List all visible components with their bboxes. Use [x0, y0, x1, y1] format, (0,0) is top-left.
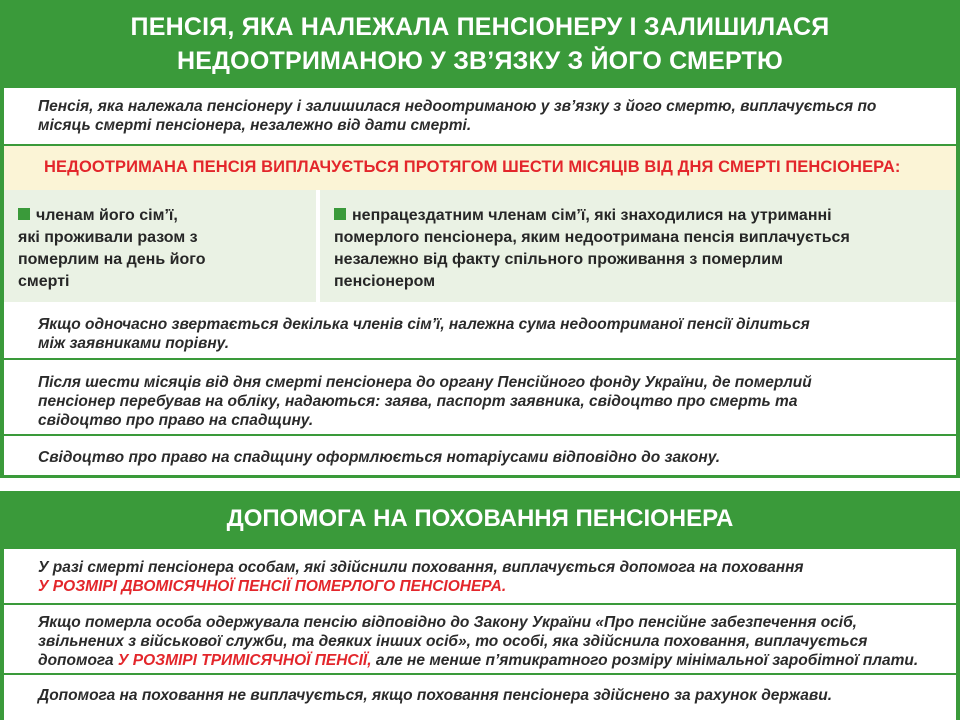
burial-red-emphasis: У РОЗМІРІ ДВОМІСЯЧНОЇ ПЕНСІЇ ПОМЕРЛОГО ПЕНСІОНЕРА. [38, 578, 507, 595]
recipients-right-column [320, 190, 956, 302]
left-col-line: смерті [18, 273, 70, 290]
left-col-line: членам його сім’ї, [36, 207, 178, 224]
note-line: між заявниками порівну. [38, 335, 230, 352]
burial-line: Якщо померла особа одержувала пенсію відповідно до Закону України «Про пенсійне забезпечення осіб, [38, 614, 857, 631]
right-col-line: непрацездатним членам сім’ї, які знаходилися на утриманні [352, 207, 832, 224]
burial-paragraph-3: Допомога на поховання не виплачується, якщо поховання пенсіонера здійснено за рахунок держави. [38, 687, 833, 704]
recipients-columns [4, 190, 956, 302]
intro-line: Пенсія, яка належала пенсіонеру і залишилася недоотриманою у зв’язку з його смертю, виплачується по [38, 98, 877, 115]
green-square-bullet-icon [334, 208, 346, 220]
right-col-line: померлого пенсіонера, яким недоотримана пенсія виплачується [334, 229, 850, 246]
section1-title-line2: НЕДООТРИМАНОЮ У ЗВ’ЯЗКУ З ЙОГО СМЕРТЮ [177, 47, 783, 75]
warning-banner: НЕДООТРИМАНА ПЕНСІЯ ВИПЛАЧУЄТЬСЯ ПРОТЯГОМ ШЕСТИ МІСЯЦІВ ВІД ДНЯ СМЕРТІ ПЕНСІОНЕРА: [4, 146, 956, 190]
note-line: Після шести місяців від дня смерті пенсіонера до органу Пенсійного фонду України, де померлий [38, 374, 812, 391]
note-line: Якщо одночасно звертається декілька членів сім’ї, належна сума недоотриманої пенсії ділиться [38, 316, 810, 333]
section1-title-line1: ПЕНСІЯ, ЯКА НАЛЕЖАЛА ПЕНСІОНЕРУ І ЗАЛИШИЛАСЯ [130, 13, 830, 41]
note-multiple-applicants [4, 302, 956, 360]
right-col-line: пенсіонером [334, 273, 436, 290]
left-col-line: які проживали разом з [18, 229, 198, 246]
recipients-left-column [4, 190, 316, 302]
burial-paragraph-2 [4, 605, 956, 675]
right-col-line: незалежно від факту спільного проживання з померлим [334, 251, 783, 268]
left-col-line: померлим на день його [18, 251, 206, 268]
section1-right-border [956, 88, 960, 478]
section-gap [0, 478, 960, 491]
note-inheritance: Свідоцтво про право на спадщину оформлюється нотаріусами відповідно до закону. [4, 436, 956, 478]
section2-right-border [956, 549, 960, 720]
note-line: пенсіонер перебував на обліку, надаються: заява, паспорт заявника, свідоцтво про смерть та [38, 393, 798, 410]
note-documents [4, 360, 956, 436]
section2-header: ДОПОМОГА НА ПОХОВАННЯ ПЕНСІОНЕРА [0, 491, 960, 549]
section1-header [0, 0, 960, 88]
burial-line: звільнених з військової служби, та деяких інших осіб», то особі, яка здійснила поховання, виплачується [38, 633, 868, 650]
burial-paragraph-1 [4, 549, 956, 605]
burial-line: допомога У РОЗМІРІ ТРИМІСЯЧНОЇ ПЕНСІЇ, але не менше п’ятикратного розміру мінімальної заробітної плати. [38, 652, 919, 669]
intro-paragraph [4, 88, 956, 146]
note-line: свідоцтво про право на спадщину. [38, 412, 314, 429]
burial-line: У разі смерті пенсіонера особам, які здійснили поховання, виплачується допомога на поховання [38, 559, 804, 576]
burial-red-emphasis: У РОЗМІРІ ТРИМІСЯЧНОЇ ПЕНСІЇ, [117, 652, 372, 669]
intro-line: місяць смерті пенсіонера, незалежно від дати смерті. [38, 117, 472, 134]
green-square-bullet-icon [18, 208, 30, 220]
